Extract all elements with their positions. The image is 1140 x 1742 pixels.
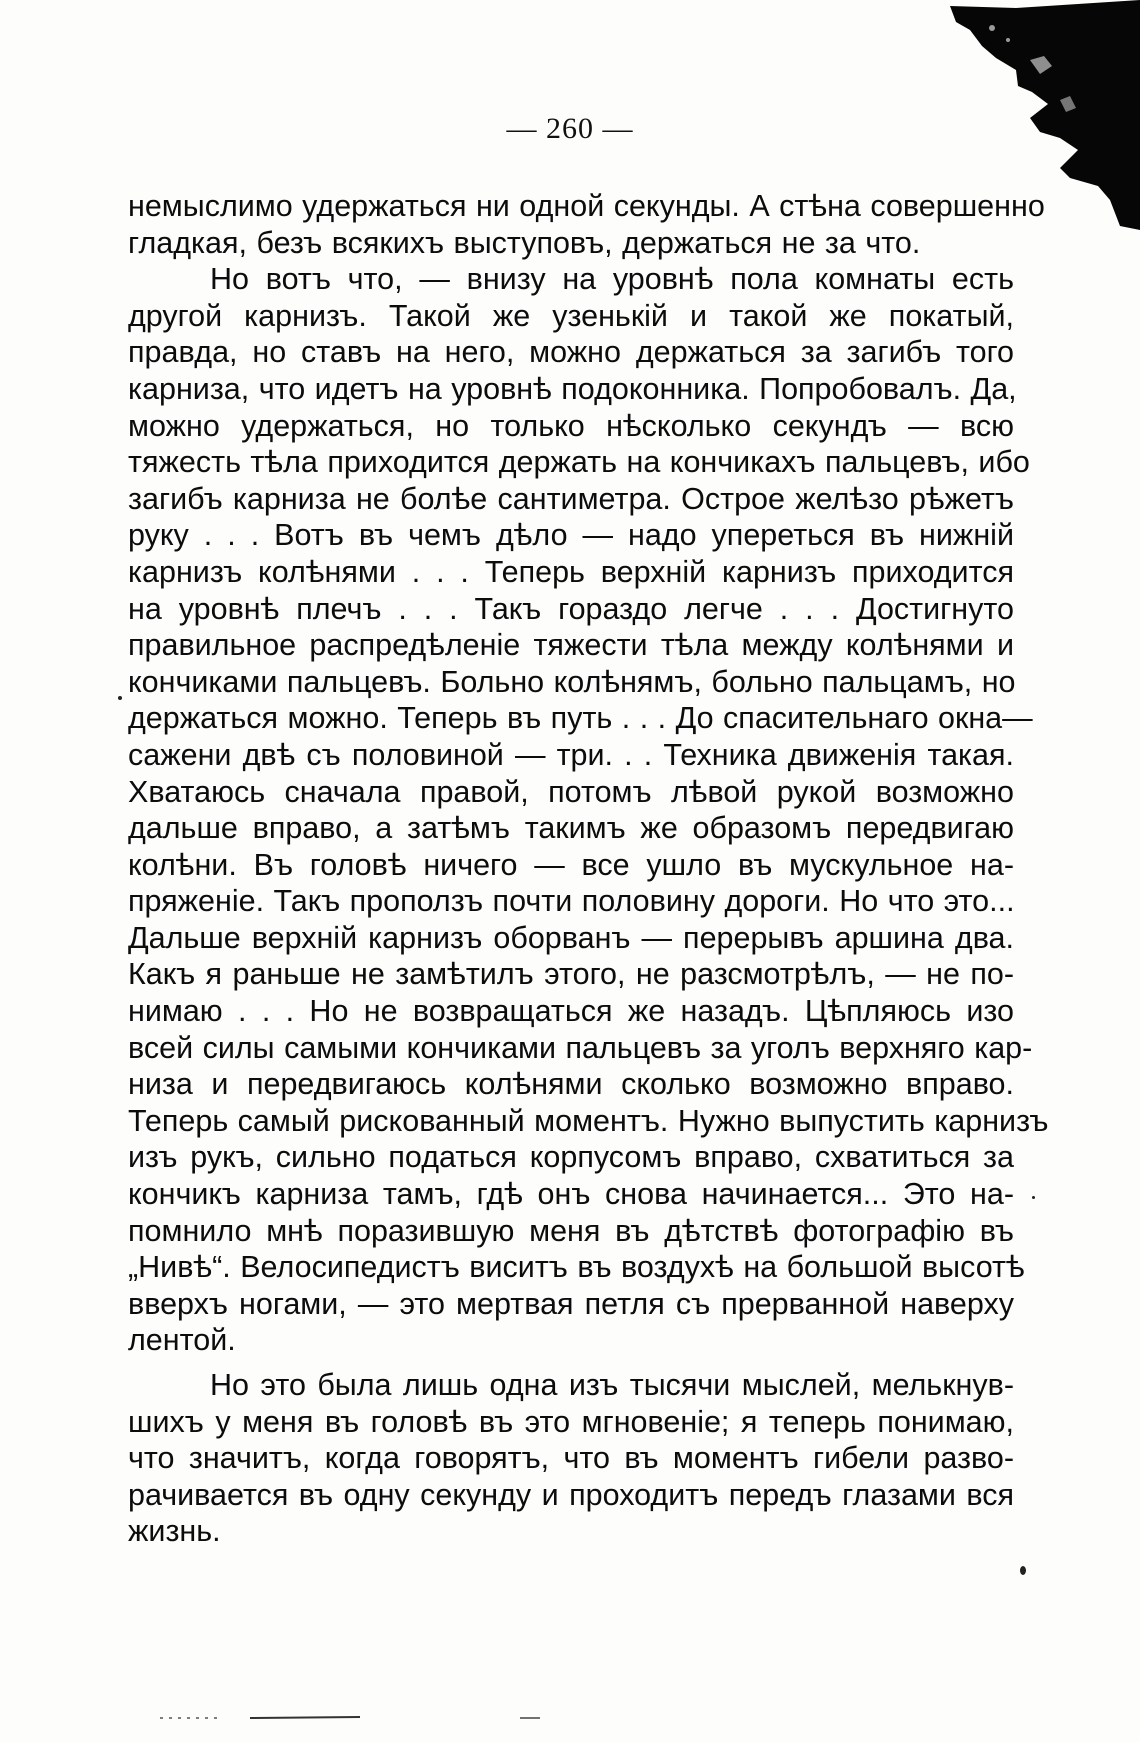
text-line: можно удержаться, но только нѣсколько секундъ — всю — [128, 408, 1014, 443]
paragraph — [128, 188, 1045, 261]
paragraph — [128, 1367, 1014, 1550]
ink-speck — [1032, 1196, 1035, 1199]
text-line: что значитъ, когда говорятъ, что въ моментъ гибели разво- — [128, 1441, 1014, 1476]
text-line: руку . . . Вотъ въ чемъ дѣло — надо упереться въ нижній — [128, 518, 1014, 553]
text-line: правда, но ставъ на него, можно держаться за загибъ того — [128, 335, 1014, 370]
text-line: дальше вправо, а затѣмъ такимъ же образомъ передвигаю — [128, 811, 1014, 846]
text-line: нимаю . . . Но не возвращаться же назадъ. Цѣпляюсь изо — [128, 994, 1014, 1029]
text-line: Но вотъ что, — внизу на уровнѣ пола комнаты есть — [210, 262, 1014, 297]
text-line: Дальше верхній карнизъ оборванъ — перерывъ аршина два. — [128, 920, 1014, 955]
scan-noise-marks — [160, 1712, 680, 1724]
text-line: тяжесть тѣла приходится держать на кончикахъ пальцевъ, ибо — [128, 445, 1030, 480]
text-line: жизнь. — [128, 1514, 221, 1549]
text-line: карнизъ колѣнями . . . Теперь верхній карнизъ приходится — [128, 554, 1014, 589]
text-line: гладкая, безъ всякихъ выступовъ, держаться не за что. — [128, 225, 921, 260]
text-line: кончикъ карниза тамъ, гдѣ онъ снова начинается... Это на- — [128, 1177, 1014, 1212]
text-line: изъ рукъ, сильно податься корпусомъ вправо, схватиться за — [128, 1140, 1014, 1175]
text-line: низа и передвигаюсь колѣнями сколько возможно вправо. — [128, 1067, 1014, 1102]
body-text — [128, 188, 1049, 1550]
page-number: — 260 — — [506, 112, 634, 145]
text-line: шихъ у меня въ головѣ въ это мгновеніе; я теперь понимаю, — [128, 1404, 1014, 1439]
ink-speck — [118, 696, 122, 700]
text-line: рачивается въ одну секунду и проходитъ передъ глазами вся — [128, 1477, 1014, 1512]
text-line: сажени двѣ съ половиной — три. . . Техника движенія такая. — [128, 737, 1014, 772]
text-line: Какъ я раньше не замѣтилъ этого, не разсмотрѣлъ, — не по- — [128, 957, 1014, 992]
text-line: Но это была лишь одна изъ тысячи мыслей, мелькнув- — [210, 1368, 1014, 1402]
paragraph — [128, 261, 1049, 1359]
text-line: карниза, что идетъ на уровнѣ подоконника. Попробовалъ. Да, — [128, 371, 1017, 406]
text-line: колѣни. Въ головѣ ничего — все ушло въ мускульное на- — [128, 847, 1014, 882]
text-line: немыслимо удержаться ни одной секунды. А стѣна совершенно — [128, 189, 1045, 223]
text-line: кончиками пальцевъ. Больно колѣнямъ, больно пальцамъ, но — [128, 664, 1016, 699]
text-line: Теперь самый рискованный моментъ. Нужно выпустить карнизъ — [128, 1103, 1049, 1138]
text-line: на уровнѣ плечъ . . . Такъ гораздо легче . . . Достигнуто — [128, 591, 1014, 626]
ink-speck — [1020, 1566, 1026, 1575]
text-line: пряженіе. Такъ проползъ почти половину дороги. Но что это... — [128, 884, 1015, 919]
text-line: загибъ карниза не болѣе сантиметра. Острое желѣзо рѣжетъ — [128, 481, 1014, 516]
paragraph-gap — [128, 1359, 1014, 1367]
text-line: другой карнизъ. Такой же узенькій и такой же покатый, — [128, 298, 1014, 333]
text-line: правильное распредѣленіе тяжести тѣла между колѣнями и — [128, 628, 1014, 663]
text-line: лентой. — [128, 1323, 236, 1358]
text-line: помнило мнѣ поразившую меня въ дѣтствѣ фотографію въ — [128, 1213, 1014, 1248]
text-line: держаться можно. Теперь въ путь . . . До спасительнаго окна— — [128, 701, 1033, 736]
text-line: вверхъ ногами, — это мертвая петля съ прерванной наверху — [128, 1286, 1014, 1321]
text-line: „Нивѣ“. Велосипедистъ виситъ въ воздухѣ на большой высотѣ — [128, 1250, 1025, 1285]
text-line: Хватаюсь сначала правой, потомъ лѣвой рукой возможно — [128, 774, 1014, 809]
text-line: всей силы самыми кончиками пальцевъ за уголъ верхняго кар- — [128, 1030, 1033, 1065]
